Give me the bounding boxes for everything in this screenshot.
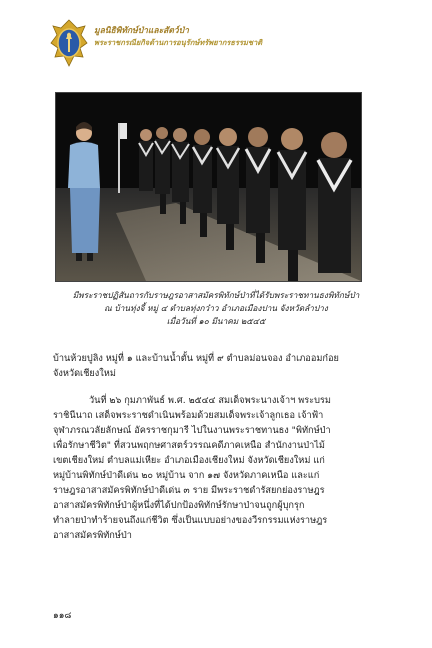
body-text <box>53 351 375 543</box>
header-subtitle: พระราชกรณียกิจด้านการอนุรักษ์ทรัพยากรธรรมชาติ <box>94 38 263 47</box>
paragraph-2 <box>53 393 375 543</box>
header-title: มูลนิธิพิทักษ์ป่าและสัตว์ป่า <box>94 26 189 36</box>
caption-line-2: ณ บ้านทุ่งจี้ หมู่ ๔ ตำบลทุ่งกว๋าว อำเภอเมืองปาน จังหวัดลำปาง <box>104 303 328 313</box>
royal-audience-photo <box>55 92 362 282</box>
foundation-logo-icon <box>50 19 88 69</box>
photo-caption <box>40 289 392 328</box>
body-line: หมู่บ้านพิทักษ์ป่าดีเด่น ๒๐ หมู่บ้าน จาก ๑๗ จังหวัดภาคเหนือ และแก่ <box>53 470 320 481</box>
body-line: จุฬาภรณวลัยลักษณ์ อัครราชกุมารี ไปในงานพระราชทานธง "พิทักษ์ป่า <box>53 425 331 436</box>
body-line: จังหวัดเชียงใหม่ <box>53 368 116 379</box>
paragraph-1 <box>53 351 375 381</box>
photo-illustration <box>56 93 361 281</box>
body-line: ราษฎรอาสาสมัครพิทักษ์ป่าดีเด่น ๓ ราย มีพระราชดำรัสยกย่องราษฎร <box>53 485 325 496</box>
body-line: วันที่ ๒๖ กุมภาพันธ์ พ.ศ. ๒๕๔๔ สมเด็จพระนางเจ้าฯ พระบรม <box>89 395 331 406</box>
page-number: ๑๑๘ <box>53 611 72 621</box>
page-header <box>50 19 390 71</box>
body-line: ราชินีนาถ เสด็จพระราชดำเนินพร้อมด้วยสมเด็จพระเจ้าลูกเธอ เจ้าฟ้า <box>53 410 324 421</box>
body-line: อาสาสมัครพิทักษ์ป่า <box>53 530 132 541</box>
header-text <box>94 25 262 49</box>
body-line: บ้านห้วยปูลิง หมู่ที่ ๑ และบ้านน้ำตั้น หมู่ที่ ๙ ตำบลม่อนจอง อำเภออมก๋อย <box>53 353 339 364</box>
caption-line-3: เมื่อวันที่ ๑๐ มีนาคม ๒๕๔๕ <box>166 316 266 326</box>
body-line: เพื่อรักษาชีวิต" ที่สวนพฤกษศาสตร์วรรณคดีภาคเหนือ สำนักงานป่าไม้ <box>53 440 325 451</box>
caption-line-1: มีพระราชปฏิสันถารกับราษฎรอาสาสมัครพิทักษ์ป่าที่ได้รับพระราชทานธงพิทักษ์ป่า <box>72 290 360 300</box>
body-line: ทำลายป่าทำร้ายจนถึงแก่ชีวิต ซึ่งเป็นแบบอย่างของวีรกรรมแห่งราษฎร <box>53 515 328 526</box>
body-line: อาสาสมัครพิทักษ์ป่าผู้หนึ่งที่ได้ปกป้องพิทักษ์รักษาป่าจนถูกผู้บุกรุก <box>53 500 305 511</box>
body-line: เขตเชียงใหม่ ตำบลแม่เหียะ อำเภอเมืองเชียงใหม่ จังหวัดเชียงใหม่ แก่ <box>53 455 325 466</box>
